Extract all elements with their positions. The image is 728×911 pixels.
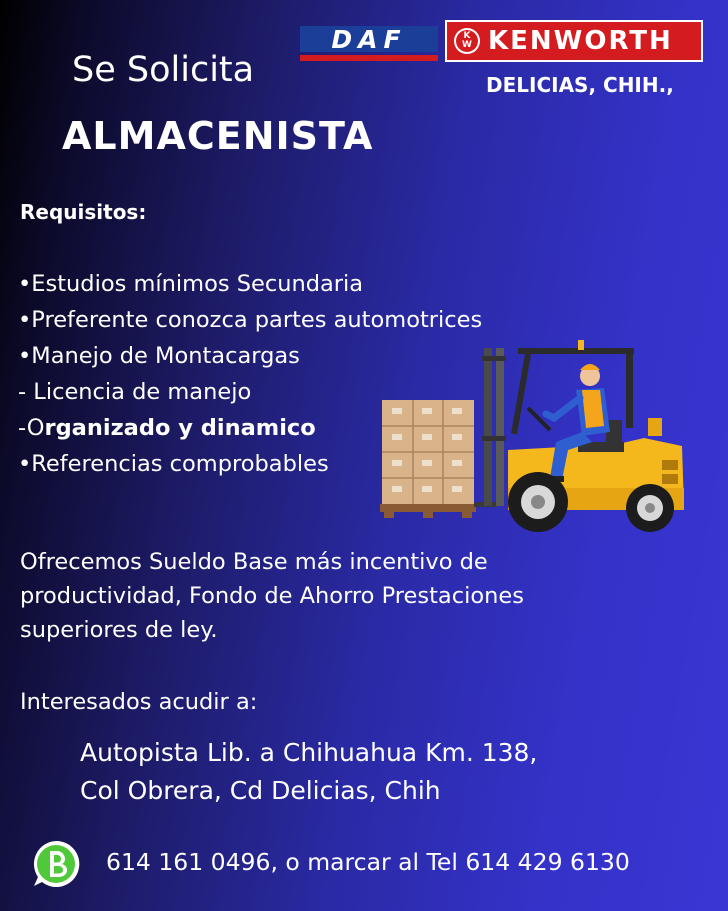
location-label: DELICIAS, CHIH., [486,73,674,97]
requirements-title: Requisitos: [20,200,147,224]
wheel-icon [508,472,568,532]
address-line-2: Col Obrera, Cd Delicias, Chih [80,776,441,805]
wheel-icon [626,484,674,532]
job-title: ALMACENISTA [62,114,374,158]
whatsapp-business-icon [30,838,82,890]
kenworth-logo-text: KENWORTH [488,26,673,56]
address [80,734,537,810]
kenworth-emblem-top: K [463,31,471,41]
requirement-item: - Licencia de manejo [18,379,252,405]
boxes-icon [380,400,476,518]
kenworth-emblem-icon [454,28,480,54]
requirement-item: •Referencias comprobables [18,451,329,477]
kenworth-emblem-bottom: W [462,40,472,50]
requirement-item: •Manejo de Montacargas [18,343,300,369]
daf-logo-text: DAF [331,26,407,54]
kenworth-logo [445,20,703,62]
offer-text: Ofrecemos Sueldo Base más incentivo de productividad, Fondo de Ahorro Prestaciones superiores de ley. [20,549,524,643]
forklift-illustration-icon [378,338,690,534]
interested-label: Interesados acudir a: [20,689,258,715]
requirement-item: -Organizado y dinamico [18,415,316,441]
requirement-item: •Preferente conozca partes automotrices [18,307,483,333]
phone-numbers: 614 161 0496, o marcar al Tel 614 429 6130 [106,848,630,876]
subtitle: Se Solicita [72,50,255,90]
address-line-1: Autopista Lib. a Chihuahua Km. 138, [80,738,538,767]
requirement-item: •Estudios mínimos Secundaria [18,271,364,297]
daf-logo [300,26,438,62]
